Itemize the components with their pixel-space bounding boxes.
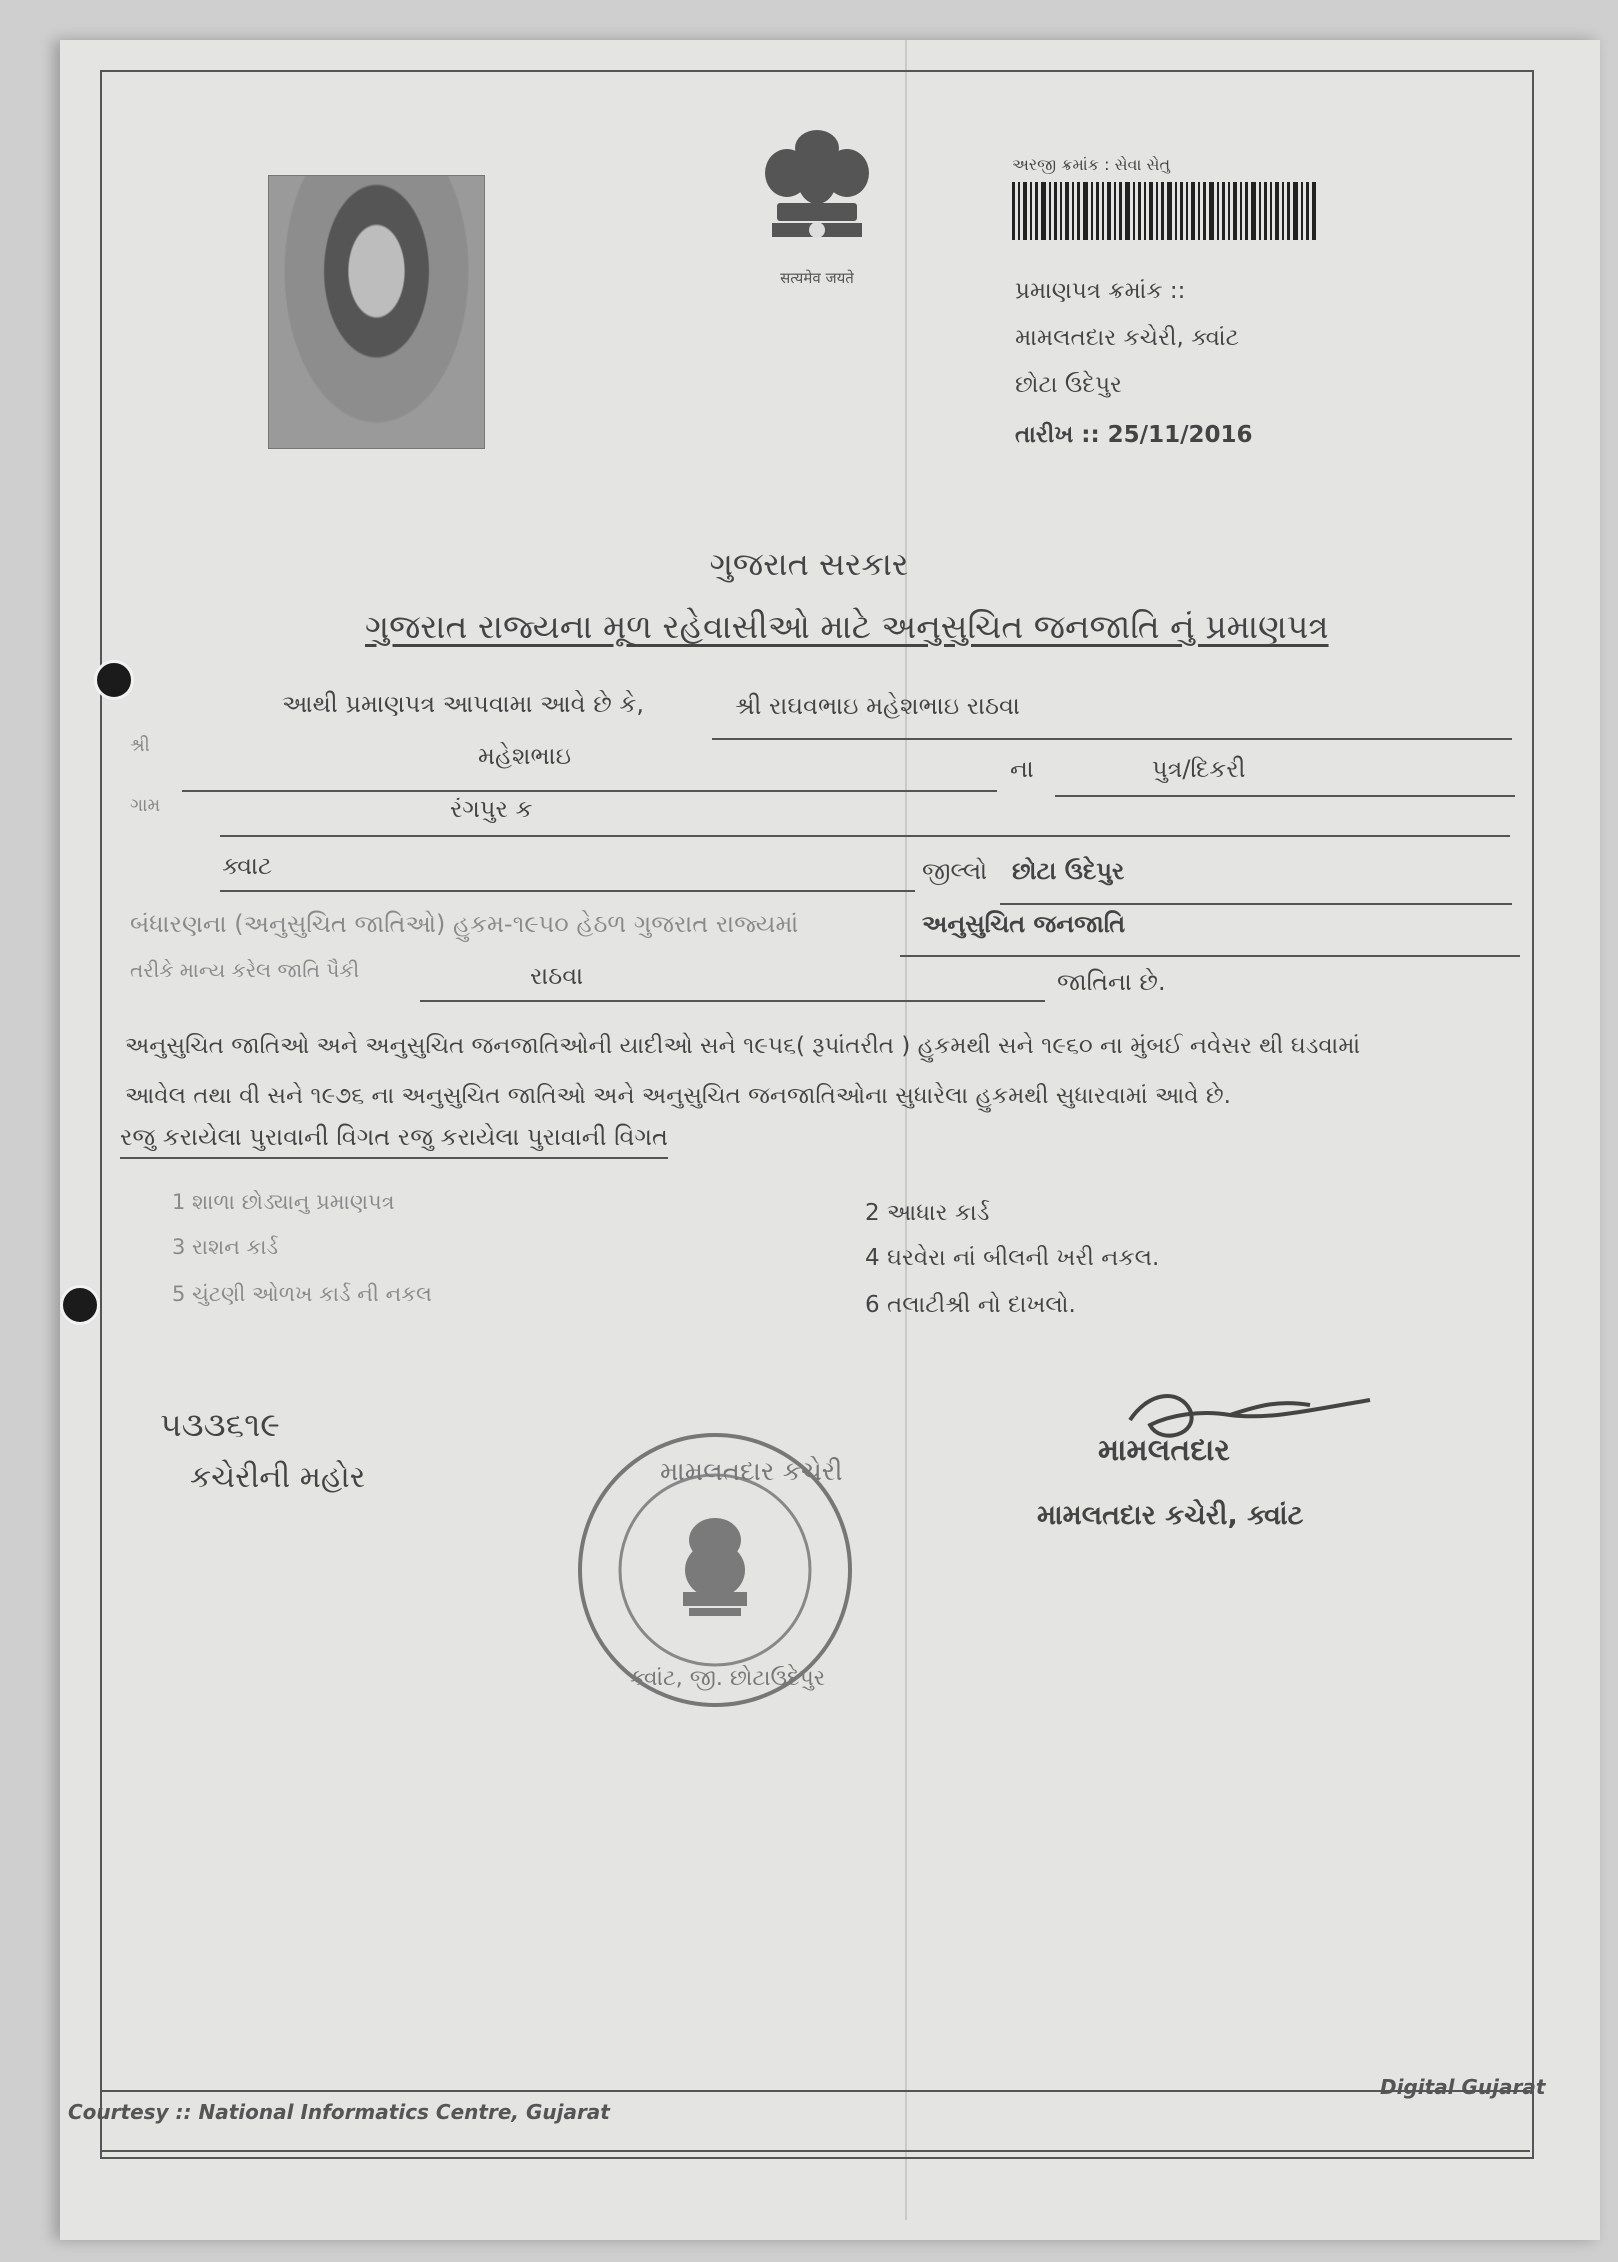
document-item: 4 ઘરવેરા નાં બીલની ખરી નકલ. — [865, 1245, 1160, 1271]
punch-hole-bottom — [60, 1285, 100, 1325]
village-underline — [220, 835, 1510, 837]
taluka: ક્વાટ — [222, 852, 272, 880]
document-item: 3 રાશન કાર્ડ — [172, 1235, 279, 1259]
applicant-photo — [268, 175, 485, 449]
intro-text: આથી પ્રમાણપત્ર આપવામા આવે છે કે, — [282, 690, 644, 718]
office-seal-label: કચેરીની મહોર — [190, 1460, 366, 1495]
signatory-office: મામલતદાર કચેરી, ક્વાંટ — [1037, 1500, 1304, 1531]
district-label: જીલ્લો — [922, 857, 988, 885]
village-label: ગામ — [130, 795, 161, 816]
issuing-office: મામલતદાર કચેરી, ક્વાંટ — [1015, 325, 1240, 351]
barcode-label: અરજી ક્રમાંક : સેવા સેતુ — [1012, 155, 1171, 174]
seal-text-bottom: ક્વાંટ, જી. છોટાઉદેપુર — [630, 1666, 826, 1691]
caste: રાઠવા — [530, 962, 584, 990]
documents-heading: રજુ કરાયેલા પુરાવાની વિગત રજુ કરાયેલા પુરાવાની વિગત — [120, 1123, 668, 1159]
issue-date: તારીખ :: 25/11/2016 — [1015, 422, 1253, 448]
na-label: ના — [1010, 755, 1034, 783]
relation-underline — [1055, 795, 1515, 797]
caste-label: તરીકે માન્ય કરેલ જાતિ પૈકી — [130, 958, 360, 982]
category: અનુસુચિત જનજાતિ — [922, 910, 1126, 938]
caste-suffix: જાતિના છે. — [1057, 968, 1166, 996]
courtesy-text: Courtesy :: National Informatics Centre, Gujarat — [68, 2100, 610, 2124]
national-emblem-icon — [752, 118, 882, 293]
punch-hole-top — [94, 660, 134, 700]
father-name: મહેશભાઇ — [478, 742, 572, 770]
digital-gujarat-text: Digital Gujarat — [1380, 2075, 1546, 2099]
document-item: 5 ચુંટણી ઓળખ કાર્ડ ની નકલ — [172, 1282, 432, 1306]
legal-paragraph-line-2: આવેલ તથા વી સને ૧૯૭૬ ના અનુસુચિત જાતિઓ અને અનુસુચિત જનજાતિઓના સુધારેલા હુકમથી સુધારવામાં આવે છે. — [125, 1083, 1231, 1109]
stamp-number: ૫૩૩૬૧૯ — [160, 1405, 280, 1444]
holder-name: શ્રી રાઘવભાઇ મહેશભાઇ રાઠવા — [735, 692, 1020, 720]
document-item: 2 આધાર કાર્ડ — [865, 1200, 990, 1226]
father-underline — [182, 790, 997, 792]
certificate-title: ગુજરાત રાજ્યના મૂળ રહેવાસીઓ માટે અનુસુચિત જનજાતિ નું પ્રમાણપત્ર — [365, 607, 1329, 646]
seal-text-top: મામલતદાર કચેરી — [660, 1457, 843, 1487]
shri-label: શ્રી — [130, 735, 150, 756]
name-underline — [712, 738, 1512, 740]
taluka-underline — [220, 890, 915, 892]
signatory-title: મામલતદાર — [1098, 1433, 1230, 1468]
village: રંગપુર ક — [450, 795, 533, 823]
emblem-motto: सत्यमेव जयते — [780, 269, 854, 287]
category-underline — [900, 955, 1520, 957]
district-underline — [1000, 903, 1512, 905]
relation: પુત્ર/દિકરી — [1152, 755, 1246, 783]
barcode — [1012, 182, 1317, 240]
footer-rule-top — [100, 2090, 1530, 2092]
footer-rule-bottom — [100, 2150, 1530, 2152]
caste-underline — [420, 1000, 1045, 1002]
district: છોટા ઉદેપુર — [1012, 857, 1125, 885]
legal-paragraph-line-1: અનુસુચિત જાતિઓ અને અનુસુચિત જનજાતિઓની યાદીઓ સને ૧૯૫૬( રૂપાંતરીત ) હુકમથી સને ૧૯૬૦ ના મુંબઈ નવેસર થી ઘડવામાં — [125, 1033, 1361, 1059]
document-item: 6 તલાટીશ્રી નો દાખલો. — [865, 1292, 1076, 1318]
document-item: 1 શાળા છોડ્યાનુ પ્રમાણપત્ર — [172, 1190, 395, 1214]
office-seal — [565, 1420, 865, 1720]
government-title: ગુજરાત સરકાર — [709, 545, 909, 583]
order-text: બંધારણના (અનુસુચિત જાતિઓ) હુકમ-૧૯૫૦ હેઠળ ગુજરાત રાજ્યમાં — [130, 910, 799, 938]
certificate-number-label: પ્રમાણપત્ર ક્રમાંક :: — [1015, 278, 1186, 304]
issuing-district: છોટા ઉદેપુર — [1015, 372, 1122, 398]
